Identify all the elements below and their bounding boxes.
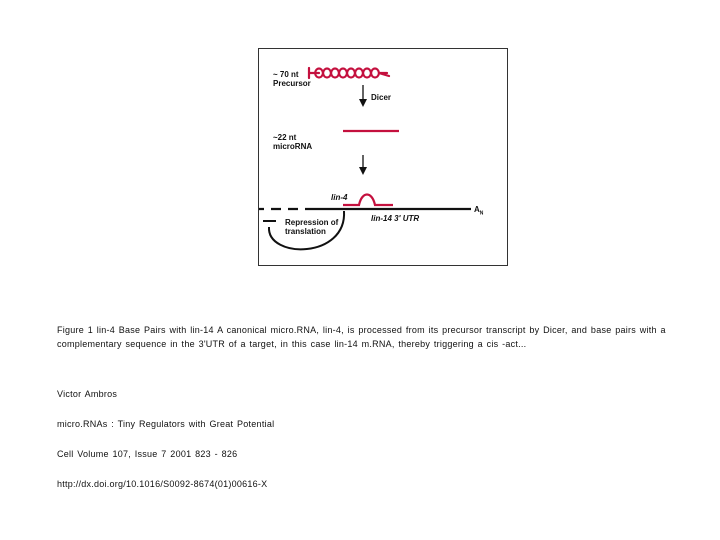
precursor-hairpin xyxy=(309,68,389,78)
polya-subscript: N xyxy=(479,210,484,217)
author-name: Victor Ambros xyxy=(57,389,118,399)
repression-line-1: Repression of xyxy=(285,218,339,227)
lin4-bound-microrna xyxy=(343,195,393,206)
figure-caption: Figure 1 lin-4 Base Pairs with lin-14 A canonical micro.RNA, lin-4, is processed from its precursor transcript by Dicer, and base pairs with a complementary sequence in the 3'UTR of a target, in this case lin-14 m.RNA, thereby triggering a cis -act... xyxy=(57,325,666,349)
repression-line-2: translation xyxy=(285,227,326,236)
precursor-size-text: ~ 70 nt xyxy=(273,70,299,79)
microrna-label xyxy=(273,133,312,151)
arrow-down-icon xyxy=(359,155,367,175)
utr-label: lin-14 3' UTR xyxy=(371,214,420,223)
doi-link[interactable]: http://dx.doi.org/10.1016/S0092-8674(01)00616-X xyxy=(57,479,268,489)
microrna-name-text: microRNA xyxy=(273,142,313,151)
precursor-label xyxy=(273,70,311,88)
precursor-name-text: Precursor xyxy=(273,79,311,88)
polya-label xyxy=(474,205,483,219)
repression-label xyxy=(285,218,338,236)
dicer-label: Dicer xyxy=(371,93,392,102)
lin4-label: lin-4 xyxy=(331,193,348,202)
microrna-size-text: ~22 nt xyxy=(273,133,297,142)
arrow-down-icon xyxy=(359,85,367,107)
figure-panel xyxy=(258,48,508,266)
journal-citation: Cell Volume 107, Issue 7 2001 823 - 826 xyxy=(57,449,238,459)
article-title: micro.RNAs : Tiny Regulators with Great Potential xyxy=(57,419,275,429)
polya-text: A xyxy=(474,205,480,214)
